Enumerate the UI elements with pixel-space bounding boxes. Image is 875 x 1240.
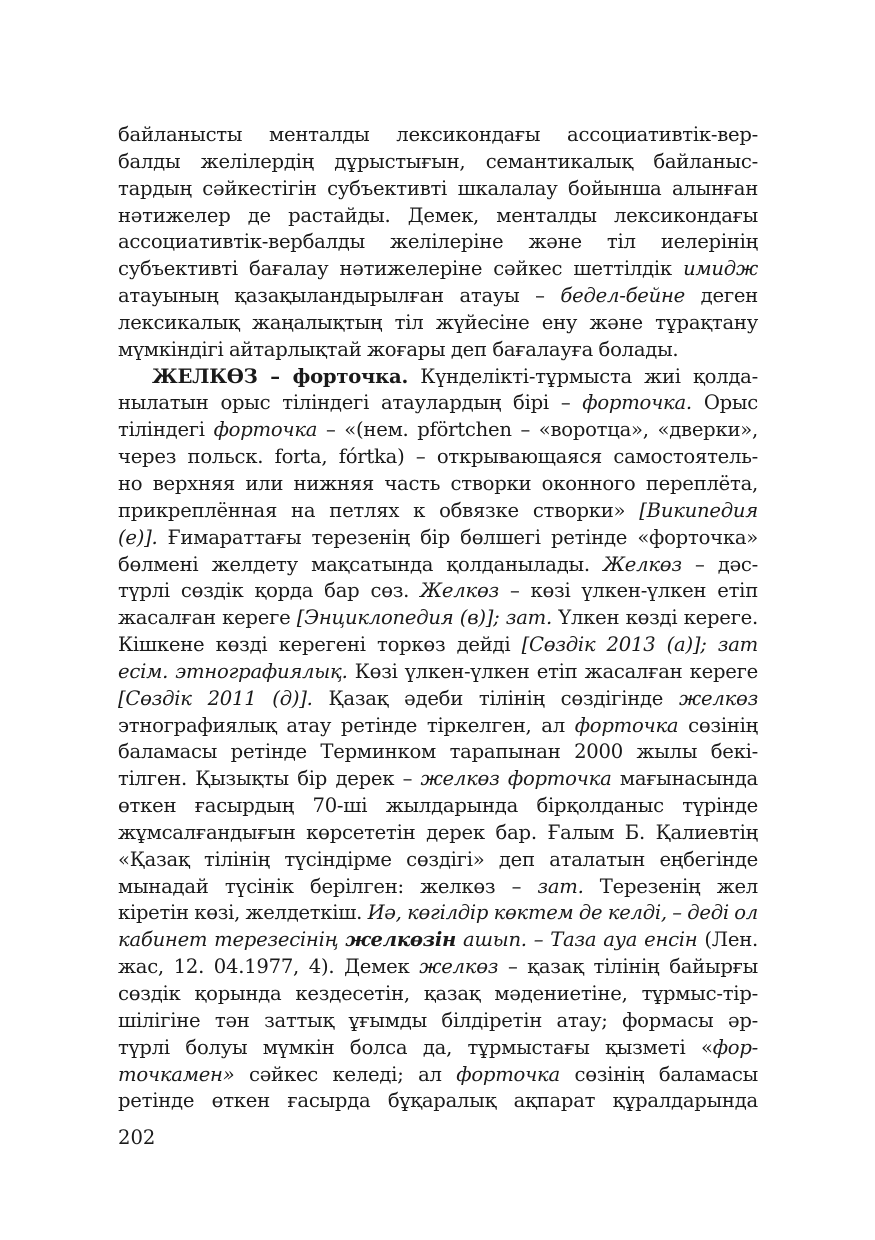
text-line bbox=[118, 229, 758, 256]
text-segment: ашып. – Таза ауа енсін bbox=[456, 928, 698, 952]
text-segment: фор- bbox=[712, 1035, 758, 1059]
text-line bbox=[118, 1062, 758, 1089]
text-line bbox=[118, 149, 758, 176]
text-segment: бедел-бейне bbox=[560, 284, 685, 308]
text-segment: Кішкене көзді керегені торкөз дейді bbox=[118, 633, 522, 657]
text-segment: ассоциативтік-вербалды желілеріне және тіл иелерінің bbox=[118, 230, 758, 254]
text-segment: кабинет терезесінің bbox=[118, 928, 346, 952]
text-segment: атауының қазақыландырылған атауы – bbox=[118, 284, 561, 308]
text-line bbox=[118, 364, 758, 391]
text-segment: сәйкес келеді; ал bbox=[234, 1062, 457, 1086]
text-segment: но верхняя или нижняя часть створки оконного переплёта, bbox=[118, 471, 758, 495]
text-line bbox=[118, 310, 758, 337]
text-line bbox=[118, 605, 758, 632]
text-segment: өткен ғасырдың 70-ші жылдарында бірқолданыс түрінде bbox=[118, 794, 758, 818]
text-segment: түрлі болуы мүмкін болса да, тұрмыстағы қызметі « bbox=[118, 1035, 713, 1059]
text-line bbox=[118, 283, 758, 310]
text-segment: желкөз bbox=[419, 955, 499, 979]
text-line bbox=[118, 632, 758, 659]
text-segment: (е)]. bbox=[118, 525, 158, 549]
text-segment: мүмкіндігі айтарлықтай жоғары деп бағалауға болады. bbox=[118, 337, 679, 361]
text-segment: имидж bbox=[683, 257, 758, 281]
text-segment: нылатын орыс тіліндегі атаулардың бірі – bbox=[118, 391, 583, 415]
text-segment: ЖЕЛКӨЗ – форточка. bbox=[152, 364, 409, 388]
text-line bbox=[118, 659, 758, 686]
text-segment: мағынасында bbox=[611, 767, 758, 791]
text-segment: Қазақ әдеби тілінің сөздігінде bbox=[312, 686, 680, 710]
page-text-block bbox=[118, 122, 758, 1115]
page-number: 202 bbox=[118, 1126, 156, 1149]
text-line bbox=[118, 847, 758, 874]
text-segment: деген bbox=[685, 284, 758, 308]
text-segment: байланысты менталды лексикондағы ассоциативтік-вер- bbox=[118, 123, 758, 146]
text-line bbox=[118, 337, 758, 364]
text-line bbox=[118, 176, 758, 203]
text-segment: этнографиялық атау ретінде тіркелген, ал bbox=[118, 713, 575, 737]
text-segment: лексикалық жаңалықтың тіл жүйесіне ену және тұрақтану bbox=[118, 310, 758, 334]
text-line bbox=[118, 686, 758, 713]
text-segment: [Сөздік 2013 (а)]; зат bbox=[521, 633, 758, 657]
text-segment: сөзінің баламасы bbox=[559, 1062, 758, 1086]
text-segment: зат. bbox=[537, 874, 584, 898]
text-segment: через польск. forta, fórtka) – открывающаяся самостоятель- bbox=[118, 445, 758, 469]
text-segment: Көзі үлкен-үлкен етіп жасалған кереге bbox=[347, 659, 758, 683]
text-segment: Желкөз bbox=[420, 579, 499, 603]
text-segment: [Энциклопедия (в)]; зат. bbox=[296, 606, 552, 630]
text-line bbox=[118, 1008, 758, 1035]
text-segment: [Сөздік 2011 (д)]. bbox=[118, 686, 313, 710]
text-segment: желкөзін bbox=[345, 928, 457, 952]
text-segment: Орыс bbox=[691, 391, 758, 415]
text-segment: желкөз форточка bbox=[420, 767, 612, 791]
text-line bbox=[118, 713, 758, 740]
text-segment: жас, 12. 04.1977, 4). Демек bbox=[118, 955, 420, 979]
text-segment: Желкөз bbox=[603, 552, 682, 576]
text-segment: прикреплённая на петлях к обвязке створки» bbox=[118, 498, 640, 522]
text-segment: Ғимараттағы терезенің бір бөлшегі ретінде «форточка» bbox=[157, 525, 758, 549]
text-segment: (Лен. bbox=[697, 928, 758, 952]
text-segment: Үлкен көзді кереге. bbox=[551, 606, 758, 630]
text-line bbox=[118, 927, 758, 954]
text-line bbox=[118, 471, 758, 498]
text-segment: форточка bbox=[213, 418, 318, 442]
text-line bbox=[118, 525, 758, 552]
text-line bbox=[118, 739, 758, 766]
text-segment: Терезенің жел bbox=[583, 874, 758, 898]
text-segment: мынадай түсінік берілген: желкөз – bbox=[118, 874, 538, 898]
text-line bbox=[118, 820, 758, 847]
text-segment: Иә, көгілдір көктем де келді, – деді ол bbox=[367, 901, 758, 925]
text-line bbox=[118, 1035, 758, 1062]
text-line bbox=[118, 900, 758, 927]
text-line bbox=[118, 444, 758, 471]
text-segment: бөлмені желдету мақсатында қолданылады. bbox=[118, 552, 604, 576]
text-segment: балды желілердің дұрыстығын, семантикалық байланыс- bbox=[118, 149, 758, 173]
text-segment: – көзі үлкен-үлкен етіп bbox=[498, 579, 758, 603]
text-segment: кіретін көзі, желдеткіш. bbox=[118, 901, 368, 925]
text-segment: «Қазақ тілінің түсіндірме сөздігі» деп аталатын еңбегінде bbox=[118, 847, 758, 871]
text-segment: точкамен» bbox=[118, 1062, 235, 1086]
text-line bbox=[118, 578, 758, 605]
text-segment: жұмсалғандығын көрсететін дерек бар. Ғалым Б. Қалиевтің bbox=[118, 820, 758, 844]
text-segment: – қазақ тілінің байырғы bbox=[498, 955, 758, 979]
text-segment: – «(нем. pförtchen – «воротца», «дверки», bbox=[317, 418, 758, 442]
text-segment: сөздік қорында кездесетін, қазақ мәдениетіне, тұрмыс-тір- bbox=[118, 982, 758, 1005]
text-line bbox=[118, 793, 758, 820]
text-line bbox=[118, 981, 758, 1008]
text-segment: Күнделікті-тұрмыста жиі қолда- bbox=[408, 364, 758, 388]
text-line bbox=[118, 954, 758, 981]
text-line bbox=[118, 766, 758, 793]
text-line bbox=[118, 256, 758, 283]
text-segment: [Википедия bbox=[639, 498, 758, 522]
text-segment: субъективті бағалау нәтижелеріне сәйкес шеттілдік bbox=[118, 257, 684, 281]
text-segment: тілген. Қызықты бір дерек – bbox=[118, 767, 421, 791]
text-line bbox=[118, 203, 758, 230]
text-segment: желкөз bbox=[679, 686, 759, 710]
text-segment: есім. этнографиялық. bbox=[118, 659, 348, 683]
text-segment: түрлі сөздік қорда бар сөз. bbox=[118, 579, 421, 603]
text-segment: форточка bbox=[574, 713, 679, 737]
text-line bbox=[118, 122, 758, 149]
text-segment: тіліндегі bbox=[118, 418, 214, 442]
text-segment: ретінде өткен ғасырда бұқаралық ақпарат құралдарында bbox=[118, 1089, 758, 1113]
text-segment: форточка. bbox=[582, 391, 692, 415]
text-line bbox=[118, 498, 758, 525]
text-line bbox=[118, 874, 758, 901]
text-line bbox=[118, 1088, 758, 1115]
text-segment: шілігіне тән заттық ұғымды білдіретін атау; формасы әр- bbox=[118, 1008, 758, 1032]
text-segment: тардың сәйкестігін субъективті шкалалау бойынша алынған bbox=[118, 176, 758, 200]
text-segment: сөзінің bbox=[678, 713, 758, 737]
text-line bbox=[118, 390, 758, 417]
text-segment: баламасы ретінде Терминком тарапынан 2000 жылы бекі- bbox=[118, 740, 758, 764]
text-segment: жасалған кереге bbox=[118, 606, 297, 630]
text-segment: – дәс- bbox=[681, 552, 758, 576]
text-segment: форточка bbox=[456, 1062, 560, 1086]
text-segment: нәтижелер де растайды. Демек, менталды лексикондағы bbox=[118, 203, 758, 227]
text-line bbox=[118, 552, 758, 579]
text-line bbox=[118, 417, 758, 444]
